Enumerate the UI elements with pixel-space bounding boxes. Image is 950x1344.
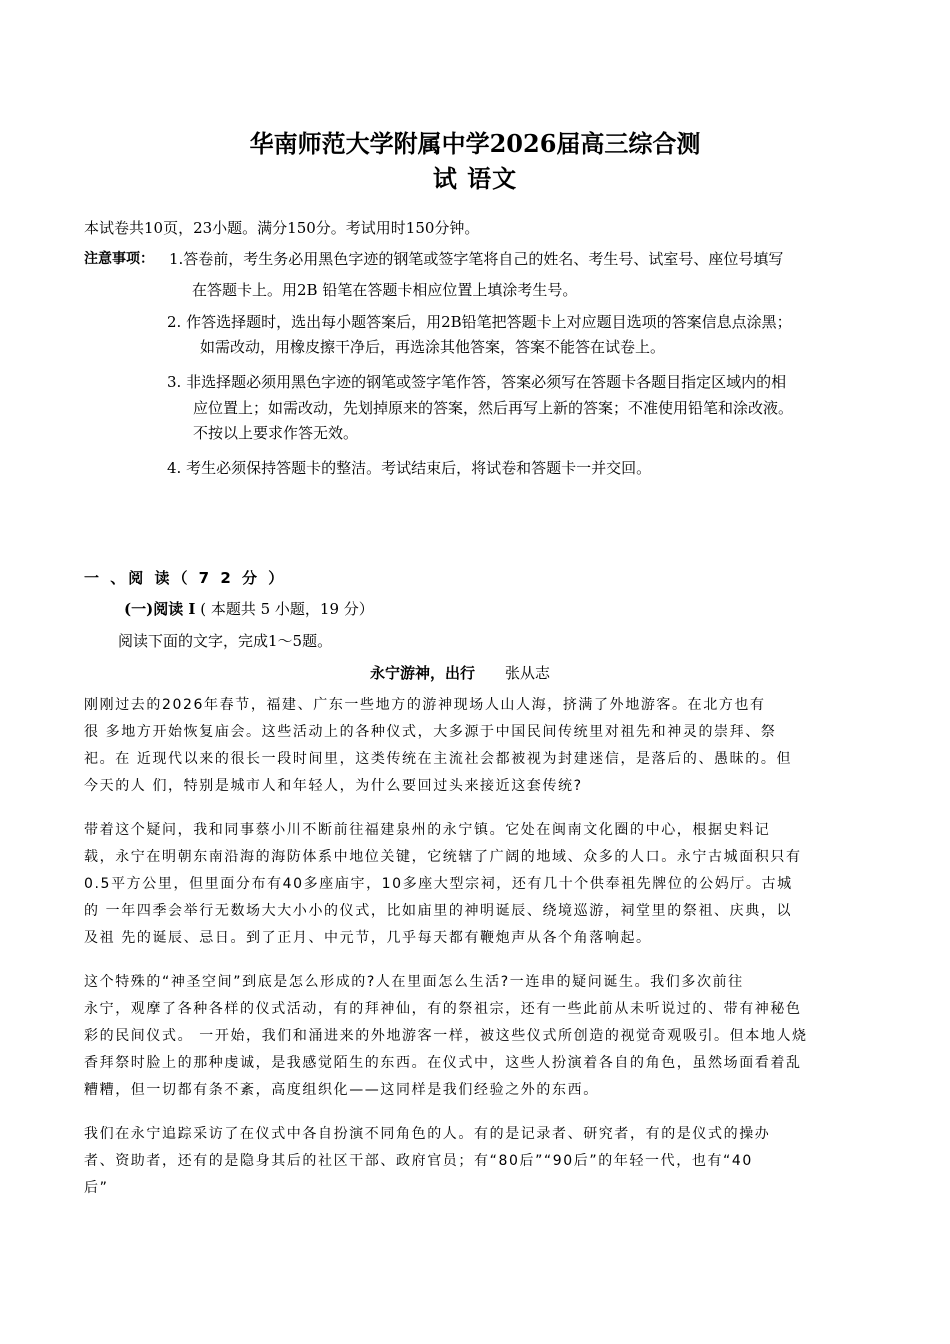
paragraph-1-line-4: 今天的人 们，特别是城市人和年轻人，为什么要回过头来接近这套传统? (84, 778, 583, 794)
paragraph-4-line-2: 者、资助者，还有的是隐身其后的社区干部、政府官员；有“80后”“90后”的年轻一代，也有“40 (84, 1153, 753, 1169)
subsection-label: (一)阅读 I (124, 600, 196, 618)
paragraph-4-line-1: 我们在永宁追踪采访了在仪式中各自扮演不同角色的人。有的是记录者、研究者，有的是仪式的操办 (84, 1126, 771, 1142)
article-title: 永宁游神，出行 (370, 664, 476, 682)
article-author: 张从志 (505, 664, 551, 682)
subsection-heading (124, 598, 374, 620)
exam-subject-title: 试 语文 (432, 164, 518, 193)
paragraph-2-line-5: 及祖 先的诞辰、忌日。到了正月、中元节，几乎每天都有鞭炮声从各个角落响起。 (84, 930, 652, 946)
paragraph-3-line-1: 这个特殊的“神圣空间”到底是怎么形成的?人在里面怎么生活?一连串的疑问诞生。我们多次前往 (84, 974, 744, 990)
paragraph-3-line-3: 彩的民间仪式。 一开始，我们和涌进来的外地游客一样，被这些仪式所创造的视觉奇观吸引。但本地人烧 (84, 1028, 808, 1044)
notice-item-3-line-1: 3. 非选择题必须用黑色字迹的钢笔或签字笔作答，答案必须写在答题卡各题目指定区域内的相 (167, 373, 787, 391)
paragraph-1-line-2: 很 多地方开始恢复庙会。这些活动上的各种仪式，大多源于中国民间传统里对祖先和神灵的崇拜、祭 (84, 724, 777, 740)
article-header (370, 662, 550, 684)
notice-item-1-line-2: 在答题卡上。用2B 铅笔在答题卡相应位置上填涂考生号。 (192, 281, 578, 299)
paragraph-1-line-1: 刚刚过去的2026年春节，福建、广东一些地方的游神现场人山人海，挤满了外地游客。在北方也有 (84, 697, 766, 713)
notice-item-2-line-2: 如需改动，用橡皮擦干净后，再选涂其他答案，答案不能答在试卷上。 (200, 338, 666, 356)
section-heading: 一 、阅 读（ 7 2 分 ） (84, 569, 287, 587)
paragraph-2-line-1: 带着这个疑问，我和同事蔡小川不断前往福建泉州的永宁镇。它处在闽南文化圈的中心，根据史料记 (84, 822, 771, 838)
paragraph-2-line-2: 载，永宁在明朝东南沿海的海防体系中地位关键，它统辖了广阔的地域、众多的人口。永宁古城面积只有 (84, 849, 802, 865)
exam-title: 华南师范大学附属中学2026届高三综合测 (249, 129, 701, 158)
paragraph-3-line-5: 糟糟，但一切都有条不紊，高度组织化——这同样是我们经验之外的东西。 (84, 1082, 599, 1098)
notice-item-4-line-1: 4. 考生必须保持答题卡的整洁。考试结束后，将试卷和答题卡一并交回。 (167, 459, 652, 477)
paragraph-2-line-3: 0.5平方公里，但里面分布有40多座庙宇，10多座大型宗祠，还有几十个供奉祖先牌位的公妈厅。古城 (84, 876, 793, 892)
subsection-note: ( 本题共 5 小题，19 分） (195, 600, 374, 618)
exam-intro: 本试卷共10页，23小题。满分150分。考试用时150分钟。 (84, 219, 480, 237)
paragraph-3-line-2: 永宁，观摩了各种各样的仪式活动，有的拜神仙，有的祭祖宗，还有一些此前从未听说过的、带有神秘色 (84, 1001, 802, 1017)
notice-label: 注意事项： (84, 251, 154, 267)
notice-item-3-line-2: 应位置上；如需改动，先划掉原来的答案，然后再写上新的答案；不准使用铅笔和涂改液。 (193, 399, 794, 417)
reading-instruction: 阅读下面的文字，完成1～5题。 (118, 632, 333, 650)
paragraph-3-line-4: 香拜祭时脸上的那种虔诚，是我感觉陌生的东西。在仪式中，这些人扮演着各自的角色，虽然场面看着乱 (84, 1055, 802, 1071)
notice-item-1-line-1: 1.答卷前，考生务必用黑色字迹的钢笔或签字笔将自己的姓名、考生号、试室号、座位号填写 (169, 250, 784, 268)
paragraph-2-line-4: 的 一年四季会举行无数场大大小小的仪式，比如庙里的神明诞辰、绕境巡游，祠堂里的祭祖、庆典，以 (84, 903, 793, 919)
notice-item-3-line-3: 不按以上要求作答无效。 (193, 424, 359, 442)
paragraph-1-line-3: 祀。在 近现代以来的很长一段时间里，这类传统在主流社会都被视为封建迷信，是落后的、愚昧的。但 (84, 751, 793, 767)
notice-item-2-line-1: 2. 作答选择题时，选出每小题答案后，用2B铅笔把答题卡上对应题目选项的答案信息点涂黑； (167, 313, 792, 331)
paragraph-4-line-3: 后” (84, 1180, 109, 1196)
